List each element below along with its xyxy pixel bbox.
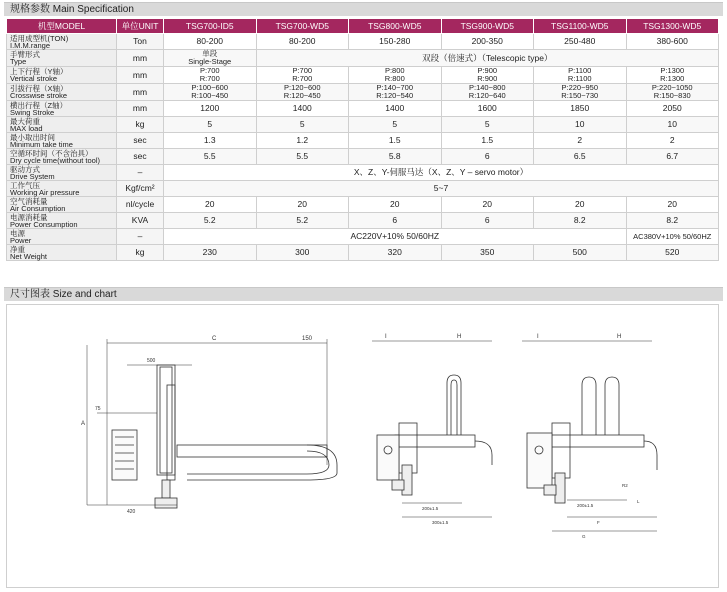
row-label-zh: 适用成型机(TON) — [10, 33, 69, 43]
value-cell: 1.5 — [441, 133, 534, 149]
value-cell: 6 — [441, 213, 534, 229]
spec-header-row — [7, 19, 719, 34]
header-unit: 单位UNIT — [117, 19, 164, 34]
side1-label-h: H — [457, 334, 462, 340]
header-model-5: TSG1100-WD5 — [534, 19, 627, 34]
value-cell — [534, 67, 627, 84]
value-cell — [626, 67, 719, 84]
cell-line: 单段 — [202, 49, 218, 58]
value-cell: 80-200 — [256, 34, 349, 50]
value-cell: 230 — [164, 245, 257, 261]
row-label — [7, 34, 117, 50]
front-label-75: 75 — [95, 406, 101, 412]
value-cell: 5 — [441, 117, 534, 133]
front-label-420: 420 — [127, 509, 136, 515]
cell-line: R:120~540 — [376, 91, 414, 100]
value-cell — [164, 84, 257, 101]
side2-label-l: L — [637, 499, 640, 504]
size-section-title-zh: 尺寸图表 — [10, 289, 50, 300]
row-label — [7, 197, 117, 213]
row-label — [7, 149, 117, 165]
side1-label-b1: 200±1.5 — [422, 506, 439, 511]
cell-line: R:150~730 — [561, 91, 599, 100]
row-label — [7, 50, 117, 67]
row-label-en: Air Consumption — [10, 203, 66, 213]
value-cell: 1.5 — [349, 133, 442, 149]
row-unit: mm — [117, 84, 164, 101]
value-cell: 1200 — [164, 101, 257, 117]
row-label-zh: 最小取出时间 — [10, 132, 55, 142]
merged-value-cell: AC220V+10% 50/60HZ — [164, 229, 627, 245]
side-view-2-drawing — [522, 334, 657, 539]
side2-label-h: H — [617, 334, 622, 340]
value-cell: 20 — [534, 197, 627, 213]
row-unit: kg — [117, 245, 164, 261]
row-unit: nl/cycle — [117, 197, 164, 213]
row-unit: mm — [117, 50, 164, 67]
value-cell: 6 — [349, 213, 442, 229]
value-cell — [164, 67, 257, 84]
row-label-zh: 上下行程（Y轴） — [10, 67, 68, 76]
value-cell: 320 — [349, 245, 442, 261]
cell-line: P:900 — [477, 66, 498, 75]
dimension-drawings — [7, 305, 718, 587]
value-cell: 300 — [256, 245, 349, 261]
value-cell: 1.2 — [256, 133, 349, 149]
value-cell: AC380V+10% 50/60HZ — [626, 229, 719, 245]
row-unit: kg — [117, 117, 164, 133]
value-cell: 500 — [534, 245, 627, 261]
value-cell: 250-480 — [534, 34, 627, 50]
cell-line: R:100~450 — [191, 91, 229, 100]
row-unit: mm — [117, 101, 164, 117]
row-unit: KVA — [117, 213, 164, 229]
spec-row — [7, 229, 719, 245]
header-model-3: TSG800-WD5 — [349, 19, 442, 34]
value-cell: 20 — [349, 197, 442, 213]
size-section-header — [4, 287, 723, 301]
row-label-zh: 横出行程（Z轴） — [10, 100, 68, 110]
row-label-en: Net Weight — [10, 251, 47, 261]
cell-line: R:120~450 — [283, 91, 321, 100]
side2-label-i: I — [537, 334, 539, 340]
size-section-title-en: Size and chart — [52, 289, 117, 300]
value-cell: 150-280 — [349, 34, 442, 50]
value-cell: 380-600 — [626, 34, 719, 50]
row-unit: mm — [117, 67, 164, 84]
side1-label-b2: 300±1.5 — [432, 520, 449, 525]
row-unit: sec — [117, 149, 164, 165]
side2-label-g: G — [582, 534, 586, 539]
row-label-zh: 净重 — [10, 244, 25, 254]
value-cell — [441, 84, 534, 101]
value-cell: 10 — [626, 117, 719, 133]
merged-value-cell: 5~7 — [164, 181, 719, 197]
cell-line: R:700 — [292, 74, 313, 83]
row-label-en: Working Air pressure — [10, 187, 80, 197]
value-cell: 200-350 — [441, 34, 534, 50]
front-label-500: 500 — [147, 358, 156, 364]
value-cell: 1400 — [349, 101, 442, 117]
side2-label-f: F — [597, 520, 600, 525]
row-label-en: Swing Stroke — [10, 107, 55, 117]
value-cell: 20 — [441, 197, 534, 213]
value-cell: 2050 — [626, 101, 719, 117]
row-label-en: Vertical stroke — [10, 74, 58, 83]
side1-label-i: I — [385, 334, 387, 340]
cell-line: P:140~800 — [469, 83, 506, 92]
row-unit: Kgf/cm² — [117, 181, 164, 197]
cell-line: R:150~830 — [653, 91, 691, 100]
spec-row — [7, 181, 719, 197]
cell-line: P:220~950 — [561, 83, 598, 92]
cell-line: P:140~700 — [376, 83, 413, 92]
row-label-en: Crosswise stroke — [10, 91, 68, 100]
value-cell: 5.8 — [349, 149, 442, 165]
row-label — [7, 101, 117, 117]
value-cell: 5.5 — [164, 149, 257, 165]
spec-section-title-zh: 规格参数 — [10, 4, 50, 15]
value-cell — [626, 84, 719, 101]
value-cell: 2 — [626, 133, 719, 149]
spec-row — [7, 165, 719, 181]
spec-row — [7, 117, 719, 133]
side-view-1-drawing — [372, 334, 492, 525]
size-drawing-panel — [6, 304, 719, 588]
row-label — [7, 181, 117, 197]
row-label — [7, 84, 117, 101]
value-cell — [349, 84, 442, 101]
row-label — [7, 229, 117, 245]
row-label-zh: 空气消耗量 — [10, 196, 48, 206]
row-label-en: MAX load — [10, 123, 43, 133]
value-cell: 6 — [441, 149, 534, 165]
spec-row — [7, 245, 719, 261]
value-cell — [534, 84, 627, 101]
value-cell: 1400 — [256, 101, 349, 117]
header-model-6: TSG1300-WD5 — [626, 19, 719, 34]
value-cell: 20 — [164, 197, 257, 213]
spec-section-title-en: Main Specification — [52, 4, 134, 15]
value-cell: 5.2 — [256, 213, 349, 229]
merged-value-cell: X、Z、Y-伺服马达（X、Z、Y – servo motor） — [164, 165, 719, 181]
value-cell: 5.5 — [256, 149, 349, 165]
row-label-en: Dry cycle time(without tool) — [10, 155, 101, 165]
row-label-en: Power Consumption — [10, 219, 78, 229]
value-cell: 2 — [534, 133, 627, 149]
cell-line: P:800 — [384, 66, 405, 75]
spec-row — [7, 101, 719, 117]
cell-line: P:700 — [292, 66, 313, 75]
value-cell: 5 — [349, 117, 442, 133]
value-cell: 8.2 — [534, 213, 627, 229]
row-label-en: Power — [10, 235, 32, 245]
cell-line: R:120~640 — [468, 91, 506, 100]
row-label-zh: 驱动方式 — [10, 164, 40, 174]
value-cell — [164, 50, 257, 67]
row-label — [7, 133, 117, 149]
value-cell: 5 — [256, 117, 349, 133]
value-cell: 1600 — [441, 101, 534, 117]
row-label-zh: 手臂形式 — [10, 50, 40, 59]
value-cell: 6.7 — [626, 149, 719, 165]
header-model-2: TSG700-WD5 — [256, 19, 349, 34]
header-model-1: TSG700-ID5 — [164, 19, 257, 34]
row-label-zh: 电源消耗量 — [10, 212, 48, 222]
row-label-zh: 电源 — [10, 228, 25, 238]
value-cell: 80-200 — [164, 34, 257, 50]
value-cell: 6.5 — [534, 149, 627, 165]
row-unit: sec — [117, 133, 164, 149]
spec-row — [7, 197, 719, 213]
front-label-c: C — [212, 336, 217, 342]
row-unit: – — [117, 229, 164, 245]
spec-row — [7, 213, 719, 229]
side2-label-r2: R2 — [622, 483, 628, 488]
value-cell: 20 — [626, 197, 719, 213]
header-model-4: TSG900-WD5 — [441, 19, 534, 34]
row-label-zh: 工作气压 — [10, 180, 40, 190]
cell-line: R:900 — [477, 74, 498, 83]
row-label-en: I.M.M.range — [10, 40, 51, 50]
merged-value-cell: 双段（倍速式）（Telescopic type） — [256, 50, 719, 67]
cell-line: P:1300 — [660, 66, 685, 75]
cell-line: R:1300 — [660, 74, 685, 83]
value-cell — [349, 67, 442, 84]
value-cell: 5 — [164, 117, 257, 133]
value-cell: 1850 — [534, 101, 627, 117]
spec-row — [7, 34, 719, 50]
spec-row — [7, 50, 719, 67]
value-cell: 8.2 — [626, 213, 719, 229]
row-label — [7, 165, 117, 181]
cell-line: P:1100 — [568, 66, 592, 75]
spec-row — [7, 149, 719, 165]
value-cell: 20 — [256, 197, 349, 213]
value-cell — [441, 67, 534, 84]
value-cell: 350 — [441, 245, 534, 261]
front-label-a: A — [81, 421, 86, 427]
front-label-150: 150 — [302, 336, 313, 342]
row-label — [7, 67, 117, 84]
spec-section-header — [4, 2, 723, 16]
row-unit: – — [117, 165, 164, 181]
cell-line: P:100~600 — [191, 83, 228, 92]
value-cell: 10 — [534, 117, 627, 133]
spec-row — [7, 133, 719, 149]
cell-line: R:700 — [199, 74, 220, 83]
cell-line: R:800 — [384, 74, 405, 83]
row-label-zh: 最大荷重 — [10, 116, 40, 126]
value-cell — [256, 84, 349, 101]
value-cell: 520 — [626, 245, 719, 261]
cell-line: P:220~1050 — [651, 83, 693, 92]
cell-line: R:1100 — [567, 74, 592, 83]
row-label — [7, 245, 117, 261]
value-cell — [256, 67, 349, 84]
row-unit: Ton — [117, 34, 164, 50]
row-label — [7, 213, 117, 229]
cell-line: Single-Stage — [188, 57, 232, 66]
row-label — [7, 117, 117, 133]
cell-line: P:700 — [199, 66, 220, 75]
row-label-en: Drive System — [10, 171, 55, 181]
row-label-zh: 引拔行程（X轴） — [10, 84, 68, 93]
value-cell: 5.2 — [164, 213, 257, 229]
row-label-zh: 空循环时间（不含治具） — [10, 148, 93, 158]
row-label-en: Minimum take time — [10, 139, 73, 149]
cell-line: P:120~600 — [284, 83, 321, 92]
header-model: 机型MODEL — [7, 19, 117, 34]
spec-row — [7, 84, 719, 101]
side2-label-b1: 200±1.5 — [577, 503, 594, 508]
spec-table — [6, 18, 719, 261]
row-label-en: Type — [10, 57, 27, 66]
value-cell: 1.3 — [164, 133, 257, 149]
spec-row — [7, 67, 719, 84]
front-view-drawing — [81, 336, 337, 515]
